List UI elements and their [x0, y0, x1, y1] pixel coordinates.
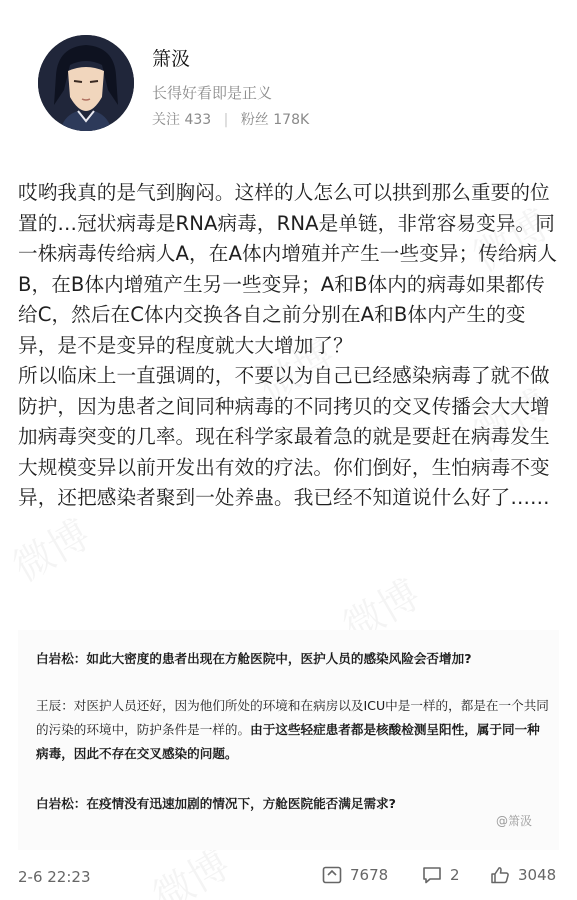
stats-divider: |	[223, 112, 229, 128]
post-footer	[0, 858, 577, 900]
comment-button[interactable]	[422, 866, 460, 884]
interview-answer: 王辰：对医护人员还好，因为他们所处的环境和在病房以及ICU中是一样的，都是在一个共同的污染的环境中，防护条件是一样的。由于这些轻症患者都是核酸检测呈阳性，属于同一种病毒，因此不存在交叉感染的问题。	[36, 698, 549, 761]
avatar-portrait-icon	[38, 35, 134, 131]
followers-count[interactable]: 178K	[273, 112, 310, 128]
comment-icon	[422, 866, 442, 884]
followers-label[interactable]: 粉丝	[240, 112, 269, 128]
following-count[interactable]: 433	[184, 112, 212, 128]
repost-count: 7678	[350, 866, 389, 884]
interview-question: 白岩松：如此大密度的患者出现在方舱医院中，医护人员的感染风险会否增加?	[36, 651, 472, 666]
post-paragraph: 哎哟我真的是气到胸闷。这样的人怎么可以拱到那么重要的位置的…冠状病毒是RNA病毒，RNA是单链，非常容易变异。同一株病毒传给病人A，在A体内增殖并产生一些变异；传给病人B，在B体内增殖产生另一些变异；A和B体内的病毒如果都传给C，然后在C体内交换各自之前分别在A和B体内产生的变异，是不是变异的程度就大大增加了？	[18, 181, 558, 357]
repost-icon	[322, 866, 342, 884]
following-label[interactable]: 关注	[152, 112, 180, 128]
watermark	[1, 504, 99, 593]
quoted-interview-image	[18, 630, 559, 850]
like-button[interactable]	[490, 866, 556, 884]
post-body	[18, 178, 563, 514]
avatar[interactable]	[38, 35, 134, 131]
user-bio: 长得好看即是正义	[152, 84, 273, 102]
post-timestamp: 2-6 22:23	[18, 868, 91, 886]
comment-count: 2	[450, 866, 460, 884]
image-credit: @箫汲	[496, 814, 533, 828]
repost-button[interactable]	[322, 866, 388, 884]
like-count: 3048	[518, 866, 557, 884]
interview-question: 白岩松：在疫情没有迅速加剧的情况下，方舱医院能否满足需求?	[36, 796, 396, 811]
like-thumb-icon	[490, 866, 510, 884]
user-name[interactable]: 箫汲	[152, 48, 191, 70]
profile-header	[0, 0, 577, 160]
user-stats	[152, 109, 309, 129]
post-paragraph: 所以临床上一直强调的，不要以为自己已经感染病毒了就不做防护，因为患者之间同种病毒的不同拷贝的交叉传播会大大增加病毒突变的几率。现在科学家最着急的就是要赶在病毒发生大规模变异以前开发出有效的疗法。你们倒好，生怕病毒不变异，还把感染者聚到一处养蛊。我已经不知道说什么好了……	[18, 364, 550, 509]
